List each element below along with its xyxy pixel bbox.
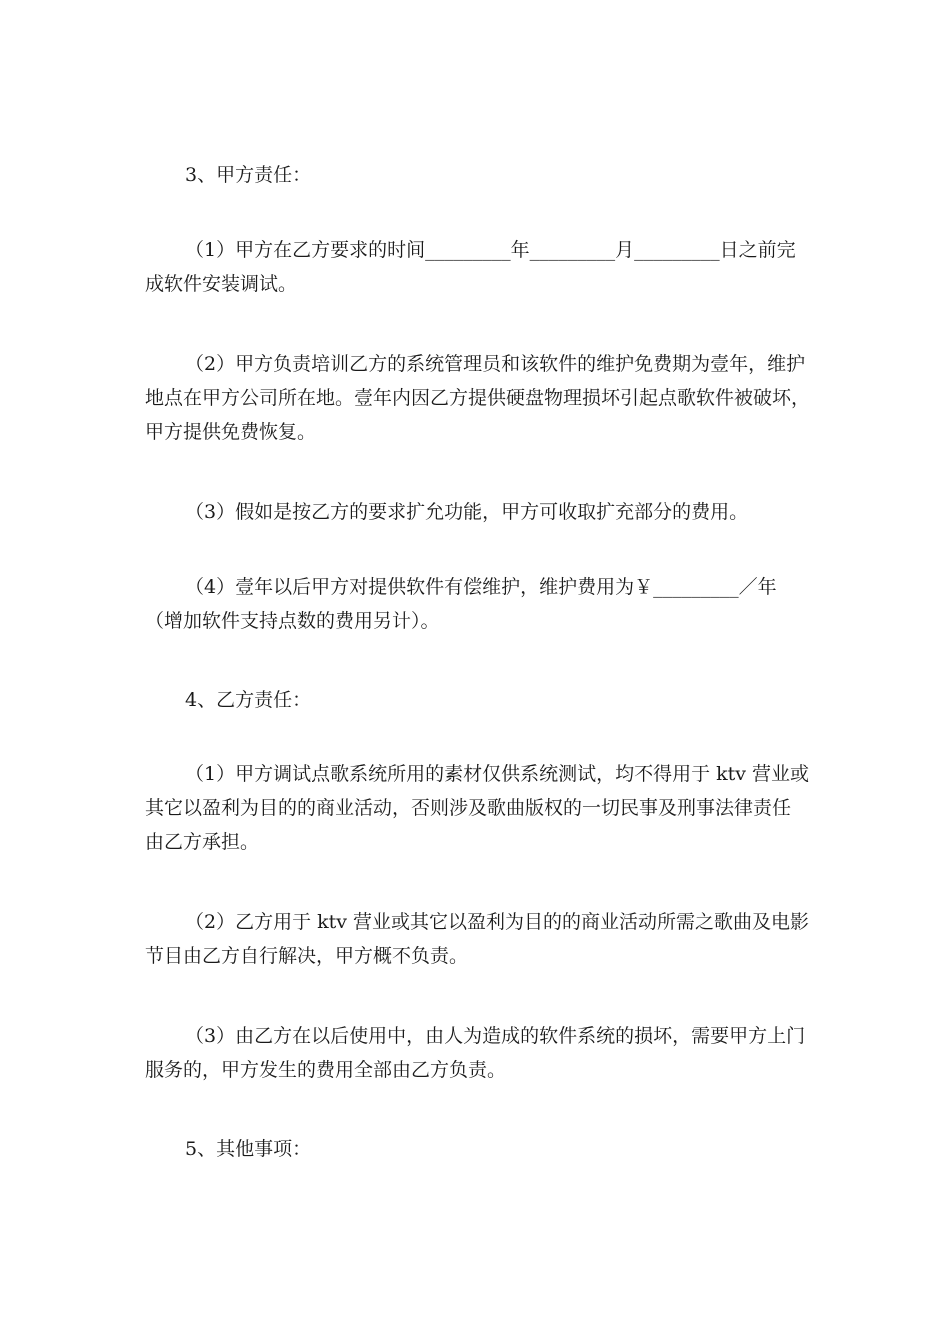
paragraph-line: （3）假如是按乙方的要求扩允功能，甲方可收取扩充部分的费用。 <box>185 501 749 523</box>
paragraph-line: （2）乙方用于 ktv 营业或其它以盈利为目的的商业活动所需之歌曲及电影 <box>185 911 810 933</box>
paragraph-3-4 <box>145 570 810 638</box>
paragraph-line: （增加软件支持点数的费用另计）。 <box>145 610 440 632</box>
paragraph-3-1 <box>145 233 810 301</box>
paragraph-3-3 <box>145 495 810 529</box>
paragraph-line: 由乙方承担。 <box>145 831 260 853</box>
paragraph-line: 甲方提供免费恢复。 <box>145 421 317 443</box>
section-heading-3: 3、甲方责任： <box>185 164 312 186</box>
section-heading-5: 5、其他事项： <box>185 1138 312 1160</box>
paragraph-3-2 <box>145 347 810 449</box>
paragraph-4-3 <box>145 1019 810 1087</box>
paragraph-line: （1）甲方在乙方要求的时间_________年_________月_________日之前完 <box>185 239 796 261</box>
paragraph-line: 成软件安装调试。 <box>145 273 298 295</box>
paragraph-line: 节目由乙方自行解决，甲方概不负责。 <box>145 945 469 967</box>
paragraph-4-2 <box>145 905 810 973</box>
paragraph-line: 服务的，甲方发生的费用全部由乙方负责。 <box>145 1059 507 1081</box>
paragraph-line: （1）甲方调试点歌系统所用的素材仅供系统测试，均不得用于 ktv 营业或 <box>185 763 810 785</box>
paragraph-line: （3）由乙方在以后使用中，由人为造成的软件系统的损坏，需要甲方上门 <box>185 1025 806 1047</box>
paragraph-line: 其它以盈利为目的的商业活动，否则涉及歌曲版权的一切民事及刑事法律责任 <box>145 797 792 819</box>
section-heading-4: 4、乙方责任： <box>185 689 312 711</box>
paragraph-line: （2）甲方负责培训乙方的系统管理员和该软件的维护免费期为壹年，维护 <box>185 353 806 375</box>
paragraph-line: （4）壹年以后甲方对提供软件有偿维护，维护费用为￥_________／年 <box>185 576 777 598</box>
paragraph-line: 地点在甲方公司所在地。壹年内因乙方提供硬盘物理损坏引起点歌软件被破坏， <box>145 387 811 409</box>
paragraph-4-1 <box>145 757 810 859</box>
